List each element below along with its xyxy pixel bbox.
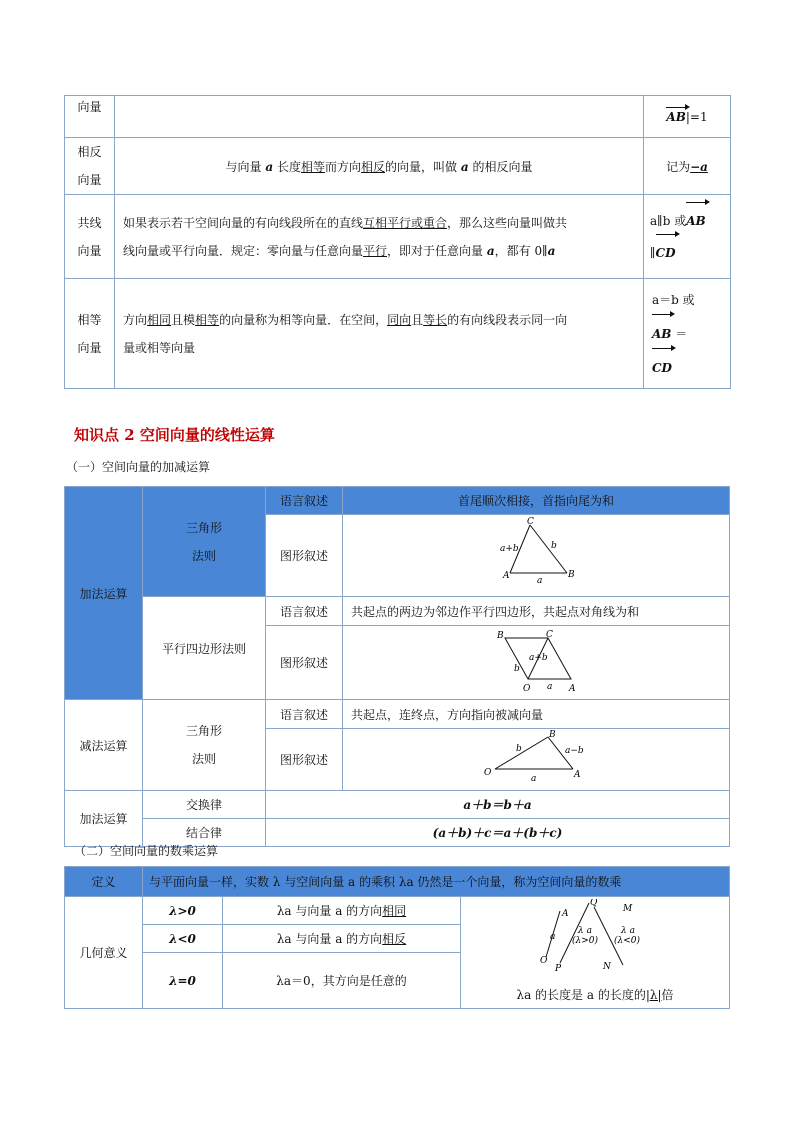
row-collinear-desc: 如果表示若干空间向量的有向线段所在的直线互相平行或重合，那么这些向量叫做共 线向量或平行向量．规定：零向量与任意向量平行，即对于任意向量 a，都有 0∥a xyxy=(115,195,644,279)
law-label: 加法运算 xyxy=(65,791,143,847)
lambda-positive: λ>0 xyxy=(143,897,223,925)
lambda-zero: λ=0 xyxy=(143,953,223,1009)
subsection-add-sub: （一）空间向量的加减运算 xyxy=(66,460,211,474)
lambda-positive-text: λa 与向量 a 的方向相同 xyxy=(223,897,461,925)
lbl-b: b xyxy=(514,664,520,674)
pt-A: A xyxy=(574,770,581,780)
lbl-a: a xyxy=(550,931,556,942)
pt-B: B xyxy=(549,730,556,740)
row-collinear-note: a∥b 或AB ∥CD xyxy=(644,195,731,279)
scalar-figure-cell xyxy=(461,897,730,1009)
definition-text: 与平面向量一样，实数 λ 与空间向量 a 的乘积 λa 仍然是一个向量，称为空间向量的数乘 xyxy=(143,867,730,897)
linear-operations-table xyxy=(64,486,730,847)
subtraction-figure xyxy=(343,729,730,787)
parallelogram-addition-figure xyxy=(343,626,730,696)
associative-formula: (a＋b)＋c＝a＋(b＋c) xyxy=(266,819,730,847)
pt-C: C xyxy=(527,517,534,527)
lbl-a: a xyxy=(547,682,553,692)
lbl-ab: a+b xyxy=(529,653,548,663)
row-unit-desc xyxy=(115,96,644,138)
pt-A: A xyxy=(503,571,510,581)
lbl-lt: (λ<0) xyxy=(614,935,640,946)
row-opposite-desc: 与向量 a 长度相等而方向相反的向量，叫做 a 的相反向量 xyxy=(115,138,644,195)
lbl-la1: λ a xyxy=(578,925,592,936)
vec-b xyxy=(530,525,567,573)
pt-P: P xyxy=(555,963,562,974)
addition-label: 加法运算 xyxy=(65,487,143,700)
section-title: 知识点 2 空间向量的线性运算 xyxy=(74,426,275,444)
lbl-b: b xyxy=(551,541,557,551)
pt-B: B xyxy=(497,631,504,641)
commutative-label: 交换律 xyxy=(143,791,266,819)
vector-definition-table xyxy=(64,95,731,389)
lbl-amb: a−b xyxy=(565,746,584,756)
fig-label: 图形叙述 xyxy=(266,626,343,700)
sub-triangle-rule-label: 三角形 法则 xyxy=(143,700,266,791)
pt-A: A xyxy=(569,684,576,694)
row-opposite-label: 相反 向量 xyxy=(65,138,115,195)
parallelogram-rule-text: 共起点的两边为邻边作平行四边形，共起点对角线为和 xyxy=(343,597,730,626)
pt-C: C xyxy=(546,630,553,640)
lbl-la2: λ a xyxy=(621,925,635,936)
lambda-zero-text: λa＝0，其方向是任意的 xyxy=(223,953,461,1009)
pt-Q: Q xyxy=(590,898,598,908)
scalar-multiplication-table xyxy=(64,866,730,1009)
fig-label: 图形叙述 xyxy=(266,515,343,597)
scalar-figure xyxy=(461,899,730,983)
row-unit-label: 向量 xyxy=(65,96,115,138)
pt-O: O xyxy=(484,768,492,778)
lambda-negative-text: λa 与向量 a 的方向相反 xyxy=(223,925,461,953)
geometric-meaning-label: 几何意义 xyxy=(65,897,143,1009)
lang-label: 语言叙述 xyxy=(266,597,343,626)
row-opposite-note: 记为−a xyxy=(644,138,731,195)
subsection-scalar: （二）空间向量的数乘运算 xyxy=(74,844,219,858)
pt-N: N xyxy=(603,961,611,972)
lbl-gt: (λ>0) xyxy=(572,935,598,946)
parallelogram-rule-label: 平行四边形法则 xyxy=(143,597,266,700)
subtraction-label: 减法运算 xyxy=(65,700,143,791)
triangle-addition-figure xyxy=(343,515,730,593)
parallelogram-figure-cell xyxy=(343,626,730,700)
definition-label: 定义 xyxy=(65,867,143,897)
fig-label: 图形叙述 xyxy=(266,729,343,791)
pt-O: O xyxy=(523,684,531,694)
triangle-rule-label: 三角形 法则 xyxy=(143,487,266,597)
lambda-negative: λ<0 xyxy=(143,925,223,953)
row-equal-label: 相等 向量 xyxy=(65,279,115,389)
row-unit-note: AB|=1 xyxy=(644,96,731,138)
pt-B: B xyxy=(568,570,575,580)
pt-M: M xyxy=(623,903,633,914)
lang-label: 语言叙述 xyxy=(266,487,343,515)
lbl-ab: a+b xyxy=(500,544,519,554)
row-equal-desc: 方向相同且模相等的向量称为相等向量．在空间，同向且等长的有向线段表示同一向 量或相等向量 xyxy=(115,279,644,389)
lbl-a: a xyxy=(537,576,543,586)
commutative-formula: a＋b＝b＋a xyxy=(266,791,730,819)
row-equal-note: a＝b 或 AB ＝ CD xyxy=(644,279,731,389)
subtraction-rule-text: 共起点，连终点，方向指向被减向量 xyxy=(343,700,730,729)
triangle-figure-cell xyxy=(343,515,730,597)
row-collinear-label: 共线 向量 xyxy=(65,195,115,279)
subtraction-figure-cell xyxy=(343,729,730,791)
lbl-a: a xyxy=(531,774,537,784)
pt-A: A xyxy=(562,908,569,919)
lang-label: 语言叙述 xyxy=(266,700,343,729)
triangle-rule-text: 首尾顺次相接，首指向尾为和 xyxy=(343,487,730,515)
associative-label: 结合律 xyxy=(143,819,266,847)
pt-O: O xyxy=(540,955,548,966)
scalar-caption: λa 的长度是 a 的长度的|λ|倍 xyxy=(516,987,674,1002)
lbl-b: b xyxy=(516,744,522,754)
